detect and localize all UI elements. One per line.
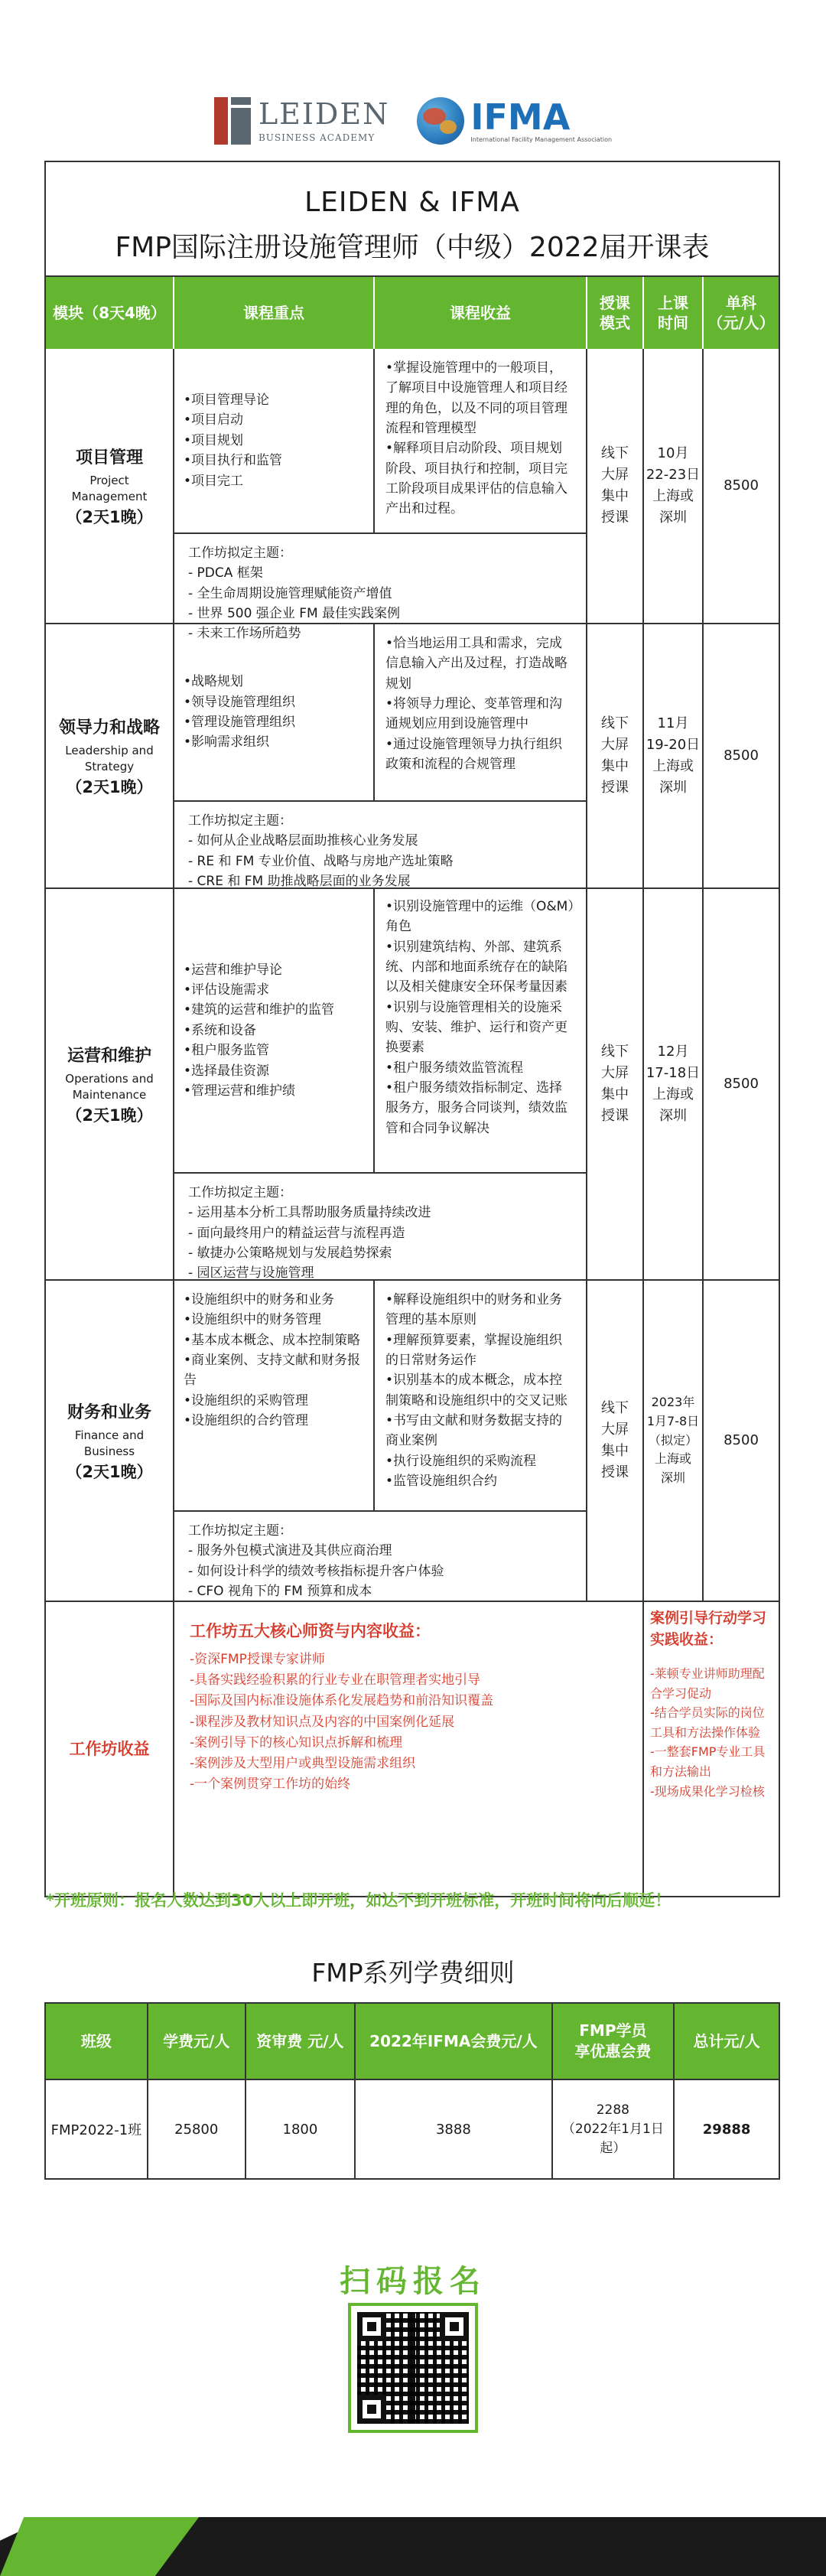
col-module-header: 模块（8天4晚） [46, 277, 174, 349]
enrollment-note: *开班原则：报名人数达到30人以上即开班，如达不到开班标准，开班时间将向后顺延！ [46, 1891, 672, 1910]
benefit-item: •识别与设施管理相关的设施采购、安装、维护、运行和资产更换要素 [385, 999, 567, 1056]
fee-cell: 3888 [355, 2079, 551, 2179]
module-duration: （2天1晚） [66, 777, 153, 796]
logo-bar [0, 90, 826, 151]
module-1-workshop [174, 534, 587, 642]
workshop-benefit-item: -结合学员实际的岗位工具和方法操作体验 [650, 1705, 765, 1740]
module-name-en: Project Management [71, 473, 148, 503]
table-title [46, 162, 779, 277]
focus-item: •评估设施需求 [184, 982, 270, 998]
col-mode-header: 授课 模式 [587, 277, 644, 349]
workshop-item: - 世界 500 强企业 FM 最佳实践案例 [188, 606, 401, 622]
module-1-mode: 线下 大屏 集中 授课 [587, 349, 644, 624]
fee-cell: 25800 [148, 2079, 246, 2179]
module-4-time: 2023年 1月7-8日 （拟定） 上海或 深圳 [644, 1281, 704, 1602]
benefit-item: •租户服务绩效指标制定、选择服务方，服务合同谈判，绩效监管和合同争议解决 [385, 1080, 567, 1136]
workshop-benefit-item: -现场成果化学习检核 [650, 1783, 765, 1799]
globe-icon [417, 97, 464, 145]
ifma-sub: International Facility Management Association [470, 135, 613, 143]
qr-code-icon[interactable] [348, 2303, 478, 2433]
focus-item: •战略规划 [184, 674, 244, 690]
workshop-benefit-item: -案例涉及大型用户或典型设施需求组织 [190, 1755, 416, 1771]
focus-item: •基本成本概念、成本控制策略 [184, 1332, 361, 1348]
module-duration: （2天1晚） [66, 1462, 153, 1481]
col-focus-header: 课程重点 [174, 277, 375, 349]
fee-header-cell: 2022年IFMA会费元/人 [355, 2003, 551, 2079]
workshop-item: - 面向最终用户的精益运营与流程再造 [188, 1225, 405, 1241]
benefit-item: •监管设施组织合约 [385, 1474, 498, 1490]
module-name-cn: 运营和维护 [67, 1046, 151, 1066]
fee-header-cell: 班级 [45, 2003, 148, 2079]
focus-item: •项目规划 [184, 432, 244, 448]
workshop-title: 工作坊拟定主题： [188, 1523, 292, 1539]
title-line1: LEIDEN & IFMA [304, 187, 520, 218]
workshop-benefit-right-title: 案例引导行动学习实践收益： [650, 1610, 767, 1648]
col-benefit-header: 课程收益 [375, 277, 587, 349]
benefit-item: •解释设施组织中的财务和业务管理的基本原则 [385, 1292, 563, 1328]
footer-decoration [0, 2517, 826, 2576]
module-4-mode: 线下 大屏 集中 授课 [587, 1281, 644, 1602]
leiden-name: LEIDEN [258, 97, 390, 131]
workshop-benefit-item: -一个案例贯穿工作坊的始终 [190, 1776, 351, 1793]
workshop-item: - 服务外包模式演进及其供应商治理 [188, 1543, 392, 1559]
module-name-en: Leadership and Strategy [65, 743, 154, 773]
module-2-time: 11月 19-20日 上海或 深圳 [644, 624, 704, 889]
module-4-name [46, 1281, 174, 1602]
benefit-item: •识别建筑结构、外部、建筑系统、内部和地面系统存在的缺陷以及相关健康安全环保考量因素 [385, 939, 567, 995]
module-3-price: 8500 [704, 889, 779, 1281]
module-name-cn: 领导力和战略 [58, 718, 160, 738]
workshop-item: - 全生命周期设施管理赋能资产增值 [188, 585, 392, 601]
module-3-mode: 线下 大屏 集中 授课 [587, 889, 644, 1281]
col-time-header: 上课 时间 [644, 277, 704, 349]
workshop-item: - 园区运营与设施管理 [188, 1265, 314, 1281]
fee-cell: 2288 （2022年1月1日起） [552, 2079, 675, 2179]
focus-item: •建筑的运营和维护的监管 [184, 1002, 335, 1018]
workshop-benefit-item: -国际及国内标准设施体系化发展趋势和前沿知识覆盖 [190, 1693, 494, 1709]
benefit-item: •租户服务绩效监管流程 [385, 1060, 524, 1076]
module-4-price: 8500 [704, 1281, 779, 1602]
focus-item: •管理设施管理组织 [184, 715, 296, 730]
module-1-name [46, 349, 174, 624]
workshop-item: - 如何设计科学的绩效考核指标提升客户体验 [188, 1563, 444, 1579]
benefit-item: •将领导力理论、变革管理和沟通规划应用到设施管理中 [385, 696, 563, 732]
workshop-benefit-left [174, 1602, 644, 1896]
workshop-benefit-right [644, 1602, 779, 1896]
module-name-cn: 财务和业务 [67, 1402, 151, 1422]
fee-header-row [45, 2003, 779, 2079]
benefit-item: •执行设施组织的采购流程 [385, 1453, 537, 1469]
ifma-logo [417, 97, 612, 145]
fee-table [44, 2002, 780, 2180]
module-2-price: 8500 [704, 624, 779, 889]
benefit-item: •掌握设施管理中的一般项目，了解项目中设施管理人和项目经理的角色，以及不同的项目管理流程和管理模型 [385, 360, 567, 437]
fee-header-cell: 学费元/人 [148, 2003, 246, 2079]
workshop-title: 工作坊拟定主题： [188, 1185, 292, 1200]
workshop-item: - 敏捷办公策略规划与发展趋势探索 [188, 1246, 392, 1262]
module-1-focus [174, 349, 375, 534]
benefit-item: •解释项目启动阶段、项目规划阶段、项目执行和控制，项目完工阶段项目成果评估的信息输入产出和过程。 [385, 441, 567, 517]
benefit-item: •识别基本的成本概念，成本控制策略和设施组织中的交叉记账 [385, 1373, 567, 1408]
workshop-item: - 未来工作场所趋势 [188, 626, 301, 642]
module-name-en: Finance and Business [74, 1428, 145, 1458]
module-duration: （2天1晚） [66, 1106, 153, 1125]
module-2-workshop [174, 802, 587, 889]
leiden-mark-icon [214, 97, 251, 145]
benefit-item: •理解预算要素，掌握设施组织的日常财务运作 [385, 1332, 563, 1369]
fee-row [45, 2079, 779, 2179]
fee-cell: FMP2022-1班 [45, 2079, 148, 2179]
module-3-benefit [375, 889, 587, 1174]
focus-item: •设施组织的采购管理 [184, 1392, 309, 1408]
module-3-workshop [174, 1174, 587, 1281]
leiden-logo [214, 97, 389, 145]
focus-item: •运营和维护导论 [184, 962, 283, 978]
module-4-workshop [174, 1512, 587, 1602]
workshop-benefit-item: -课程涉及教材知识点及内容的中国案例化延展 [190, 1714, 455, 1730]
module-4-focus [174, 1281, 375, 1512]
module-1-benefit [375, 349, 587, 534]
workshop-item: - RE 和 FM 专业价值、战略与房地产选址策略 [188, 853, 454, 869]
focus-item: •管理运营和维护绩 [184, 1083, 296, 1099]
fee-cell: 1800 [246, 2079, 356, 2179]
focus-item: •设施组织中的财务管理 [184, 1312, 322, 1328]
workshop-benefit-item: -一整套FMP专业工具和方法输出 [650, 1744, 766, 1780]
focus-item: •项目启动 [184, 412, 244, 428]
focus-item: •租户服务监管 [184, 1043, 270, 1059]
col-price-header: 单科 （元/人） [704, 277, 779, 349]
fee-title: FMP系列学费细则 [311, 1958, 515, 1988]
focus-item: •系统和设备 [184, 1022, 257, 1038]
benefit-item: •书写由文献和财务数据支持的商业案例 [385, 1413, 563, 1449]
module-4-benefit [375, 1281, 587, 1512]
focus-item: •设施组织的合约管理 [184, 1413, 309, 1429]
fee-header-cell: FMP学员 享优惠会费 [552, 2003, 675, 2079]
focus-item: •项目管理导论 [184, 392, 270, 409]
ifma-name: IFMA [470, 96, 571, 138]
workshop-item: - PDCA 框架 [188, 565, 263, 581]
benefit-item: •识别设施管理中的运维（O&M）角色 [385, 899, 574, 935]
module-3-focus [174, 889, 375, 1174]
focus-item: •项目完工 [184, 473, 244, 489]
title-line2: FMP国际注册设施管理师（中级）2022届开课表 [115, 232, 710, 263]
scan-label: 扫码报名 [340, 2264, 486, 2299]
module-3-name [46, 889, 174, 1281]
focus-item: •选择最佳资源 [184, 1063, 270, 1079]
workshop-benefit-item: -案例引导下的核心知识点拆解和梳理 [190, 1734, 403, 1750]
fee-header-cell: 资审费 元/人 [246, 2003, 356, 2079]
workshop-item: - 如何从企业战略层面助推核心业务发展 [188, 833, 418, 849]
benefit-item: •恰当地运用工具和需求，完成信息输入产出及过程，打造战略规划 [385, 636, 567, 692]
module-name-cn: 项目管理 [75, 448, 143, 467]
module-1-time: 10月 22-23日 上海或 深圳 [644, 349, 704, 624]
focus-item: •领导设施管理组织 [184, 694, 296, 710]
focus-item: •项目执行和监管 [184, 453, 283, 469]
schedule-table [44, 161, 780, 1897]
workshop-benefit-item: -资深FMP授课专家讲师 [190, 1652, 325, 1667]
module-2-focus [174, 624, 375, 802]
fee-total-cell: 29888 [674, 2079, 779, 2179]
fee-header-cell: 总计元/人 [674, 2003, 779, 2079]
workshop-benefit-label [46, 1602, 174, 1896]
workshop-item: - CFO 视角下的 FM 预算和成本 [188, 1584, 372, 1600]
module-name-en: Operations and Maintenance [65, 1071, 154, 1102]
focus-item: •设施组织中的财务和业务 [184, 1292, 335, 1308]
workshop-benefit-item: -莱顿专业讲师助理配合学习促动 [650, 1666, 765, 1701]
module-3-time: 12月 17-18日 上海或 深圳 [644, 889, 704, 1281]
workshop-title: 工作坊拟定主题： [188, 813, 292, 829]
focus-item: •商业案例、支持文献和财务报告 [184, 1353, 361, 1389]
module-2-mode: 线下 大屏 集中 授课 [587, 624, 644, 889]
workshop-benefit-left-title: 工作坊五大核心师资与内容收益： [190, 1622, 431, 1640]
workshop-item: - CRE 和 FM 助推战略层面的业务发展 [188, 874, 411, 890]
workshop-title: 工作坊拟定主题： [188, 545, 292, 561]
workshop-benefit-label-text: 工作坊收益 [69, 1739, 150, 1758]
benefit-item: •通过设施管理领导力执行组织政策和流程的合规管理 [385, 736, 563, 773]
workshop-item: - 运用基本分析工具帮助服务质量持续改进 [188, 1205, 431, 1221]
module-duration: （2天1晚） [66, 507, 153, 526]
module-1-price: 8500 [704, 349, 779, 624]
focus-item: •影响需求组织 [184, 734, 270, 751]
workshop-benefit-item: -具备实践经验积累的行业专业在职管理者实地引导 [190, 1672, 481, 1689]
module-2-benefit [375, 624, 587, 802]
leiden-sub: BUSINESS ACADEMY [258, 132, 376, 143]
module-2-name [46, 624, 174, 889]
